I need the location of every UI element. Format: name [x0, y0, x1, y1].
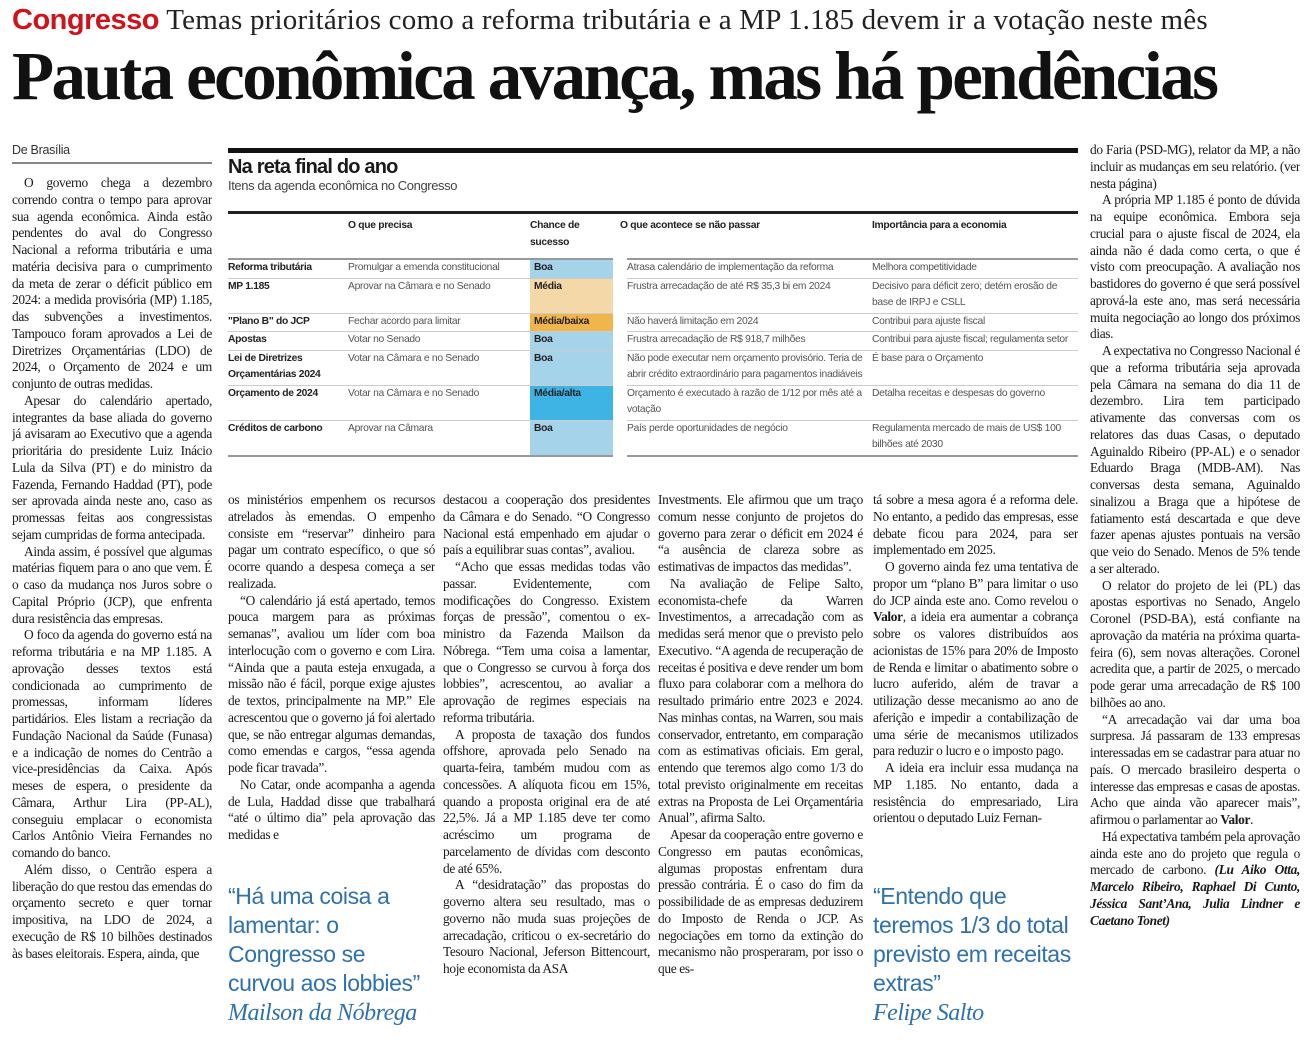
cell-importance: Decisivo para déficit zero; detém erosão de base de IRPJ e CSLL	[872, 278, 1078, 313]
cell-ifnot: Atrasa calendário de implementação da reforma	[620, 259, 872, 278]
cell-need: Aprovar na Câmara	[348, 420, 530, 456]
article-column-5	[873, 492, 1078, 864]
paragraph-text: os ministérios empenhem os recursos atrelados às emendas. O empenho consiste em “reservar” dinheiro para pagar um contrato específico, o que só ocorre quando a despesa começa a ser realizada.	[228, 492, 435, 591]
paragraph-text: Apesar do calendário apertado, integrantes da base aliada do governo já avisaram ao Executivo que a agenda prioritária do presidente Luiz Inácio Lula da Silva (PT) e do ministro da Fazenda, Fernando Haddad (PT), pode ser aprovada ainda neste ano, caso as promessas feitas aos congressistas sejam cumpridas de forma antecipada.	[12, 392, 212, 542]
table-row	[228, 259, 1078, 278]
infobox-title: Na reta final do ano	[228, 156, 398, 178]
paragraph-text: A “desidratação” das propostas do governo altera seu resultado, mas o governo não muda suas projeções de arrecadação, criticou o ex-secretário do Tesouro Nacional, Jeferson Bittencourt, hoje economista da ASA	[443, 877, 650, 976]
paragraph-text: A proposta de taxação dos fundos offshore, aprovada pelo Senado na quarta-feira, também mudou com as concessões. A alíquota ficou em 15%, quando a proposta original era de até 22,5%. Já a MP 1.185 deve ter como acréscimo um programa de parcelamento de dívidas com desconto de até 65%.	[443, 726, 650, 876]
section-label: Congresso	[12, 4, 159, 36]
kicker-text: Temas prioritários como a reforma tributária e a MP 1.185 devem ir a votação neste mês	[166, 4, 1208, 36]
article-column-6	[1090, 142, 1300, 1032]
paragraph-text: A ideia era incluir essa mudança na MP 1.185. No entanto, dada a resistência do empresariado, Lira orientou o deputado Luiz Fernan-	[873, 760, 1078, 826]
header-chance: Chance de sucesso	[530, 213, 620, 260]
cell-chance: Média/baixa	[530, 313, 620, 332]
paragraph-text: No Catar, onde acompanha a agenda de Lula, Haddad disse que trabalhará “até o último dia” pela aprovação das medidas e	[228, 776, 435, 842]
cell-item: MP 1.185	[228, 278, 348, 313]
cell-need: Aprovar na Câmara e no Senado	[348, 278, 530, 313]
paragraph-text: O foco da agenda do governo está na reforma tributária e na MP 1.185. A aprovação desses textos está condicionada ao cumprimento de promessas, informam líderes partidários. Eles listam a recriação da Fundação Nacional da Saúde (Funasa) e a indicação de nomes do Centrão a vice-presidências da Caixa. Após meses de espera, o presidente da Câmara, Arthur Lira (PP-AL), conseguiu emplacar o economista Carlos Antônio Vieira Fernandes no comando do banco.	[12, 627, 212, 860]
paragraph-text: Apesar da cooperação entre governo e Congresso em pautas econômicas, algumas propostas enfrentam dura pressão contrária. É o caso do fim da possibilidade de as empresas deduzirem do Imposto de Renda o JCP. As negociações em torno da extinção do mecanismo não prosperaram, por isso o que es-	[658, 827, 863, 976]
emphasis-text: (Lu Aiko Otta, Marcelo Ribeiro, Raphael Di Cunto, Jéssica Sant’Ana, Julia Lindner e Caetano Tonet)	[1090, 862, 1300, 928]
table-row	[228, 278, 1078, 313]
table-row	[228, 385, 1078, 420]
cell-ifnot: Orçamento é executado à razão de 1/12 por mês até a votação	[620, 385, 872, 420]
paragraph	[1090, 343, 1300, 578]
cell-ifnot: Não haverá limitação em 2024	[620, 313, 872, 332]
cell-item: Reforma tributária	[228, 259, 348, 278]
paragraph	[12, 627, 212, 862]
paragraph-text: , a ideia era aumentar a cobrança sobre os valores distribuídos aos acionistas de 15% para 20% de Imposto de Renda e limitar o abatimento sobre o lucro auferido, além de travar a utilização desse mecanismo ao ano de aferição e impedir a contabilização de uma série de mecanismos utilizados para reduzir o lucro e o imposto pago.	[873, 609, 1078, 759]
emphasis-text: Valor	[1220, 812, 1251, 827]
paragraph	[443, 492, 650, 559]
paragraph-text: tá sobre a mesa agora é a reforma dele. No entanto, a pedido das empresas, esse debate ficou para 2024, para ser implementado em 2025.	[873, 492, 1078, 558]
paragraph-text: do Faria (PSD-MG), relator da MP, a não incluir as mudanças em seu relatório. (ver nesta página)	[1090, 142, 1300, 191]
article-column-3	[443, 492, 650, 1032]
table-row	[228, 420, 1078, 456]
paragraph	[12, 862, 212, 963]
paragraph-text: “A arrecadação vai dar uma boa surpresa. Já passaram de 133 empresas interessadas em se cadastrar para atuar no país. O mercado brasileiro desperta o interesse das empresas e casas de apostas. Acho que ainda vão aparecer mais”, afirmou o parlamentar ao	[1090, 711, 1300, 827]
cell-ifnot: Não pode executar nem orçamento provisório. Teria de abrir crédito extraordinário para pagamentos inadiáveis	[620, 350, 872, 385]
paragraph	[12, 175, 212, 393]
pull-quote-author: Felipe Salto	[873, 1000, 984, 1026]
paragraph	[873, 492, 1078, 559]
paragraph-text: Investments. Ele afirmou que um traço comum nesse conjunto de projetos do governo para zerar o déficit em 2024 é “a ausência de clareza sobre as estimativas de impactos das medidas”.	[658, 492, 863, 574]
table-row	[228, 313, 1078, 332]
cell-importance: Detalha receitas e despesas do governo	[872, 385, 1078, 420]
pull-quote-text: “Entendo que teremos 1/3 do total previsto em receitas extras”	[873, 883, 1071, 996]
cell-importance: Contribui para ajuste fiscal; regulamenta setor	[872, 332, 1078, 351]
paragraph-text: Além disso, o Centrão espera a liberação do que restou das emendas do orçamento secreto e quer tornar impositiva, na LDO de 2024, a execução de R$ 10 bilhões destinados às bases eleitorais. Espera, ainda, que	[12, 861, 212, 961]
cell-need: Fechar acordo para limitar	[348, 313, 530, 332]
article-column-1	[12, 175, 212, 1031]
cell-chance: Boa	[530, 420, 620, 456]
header-item	[228, 213, 348, 260]
paragraph	[443, 727, 650, 878]
paragraph	[228, 593, 435, 777]
byline: De Brasília	[12, 143, 212, 164]
pull-quote-salto	[873, 882, 1079, 1028]
cell-importance: Contribui para ajuste fiscal	[872, 313, 1078, 332]
paragraph	[658, 827, 863, 978]
cell-importance: É base para o Orçamento	[872, 350, 1078, 385]
cell-importance: Melhora competitividade	[872, 259, 1078, 278]
paragraph	[12, 393, 212, 544]
cell-chance: Boa	[530, 332, 620, 351]
paragraph	[1090, 829, 1300, 930]
paragraph-text: “O calendário já está apertado, temos pouca margem para as próximas semanas”, avaliou um líder com boa interlocução com o governo e com Lira. “Ainda que a pauta esteja enxugada, a missão não é fácil, porque exige ajustes de textos, principalmente na MP.” Ele acrescentou que o governo já foi alertado que, se não entregar algumas demandas, como emendas e cargos, “essa agenda pode ficar travada”.	[228, 592, 435, 775]
header-ifnot: O que acontece se não passar	[620, 213, 872, 260]
cell-chance: Média	[530, 278, 620, 313]
cell-ifnot: Frustra arrecadação de até R$ 35,3 bi em 2024	[620, 278, 872, 313]
cell-chance: Boa	[530, 259, 620, 278]
table-row	[228, 332, 1078, 351]
headline: Pauta econômica avança, mas há pendências	[12, 38, 1217, 114]
cell-item: Orçamento de 2024	[228, 385, 348, 420]
paragraph-text: “Acho que essas medidas todas vão passar. Evidentemente, com modificações do Congresso. Existem forças de pressão”, comentou o ex-ministro da Fazenda Mailson da Nóbrega. “Tem uma coisa a lamentar, que o Congresso se curvou à força dos lobbies”, acrescentou, ao avaliar a aprovação de regimes especiais na reforma tributária.	[443, 559, 650, 725]
pull-quote-text: “Há uma coisa a lamentar: o Congresso se curvou aos lobbies”	[228, 883, 420, 996]
cell-need: Promulgar a emenda constitucional	[348, 259, 530, 278]
paragraph	[658, 492, 863, 576]
paragraph-text: O governo ainda fez uma tentativa de propor um “plano B” para limitar o uso do JCP ainda este ano. Como revelou o	[873, 559, 1078, 608]
paragraph-text: O relator do projeto de lei (PL) das apostas esportivas no Senado, Angelo Coronel (PSD-BA), está confiante na aprovação da matéria na próxima quarta-feira (6), sem novas alterações. Coronel acredita que, a partir de 2025, o mercado pode gerar uma arrecadação de R$ 100 bilhões ao ano.	[1090, 577, 1300, 710]
paragraph-text: destacou a cooperação dos presidentes da Câmara e do Senado. “O Congresso Nacional está empenhado em ajudar o país a equilibrar suas contas”, avaliou.	[443, 492, 650, 558]
agenda-table	[228, 211, 1078, 457]
header-need: O que precisa	[348, 213, 530, 260]
cell-ifnot: País perde oportunidades de negócio	[620, 420, 872, 456]
cell-chance: Boa	[530, 350, 620, 385]
header-importance: Importância para a economia	[872, 213, 1078, 260]
table-row	[228, 350, 1078, 385]
article-kicker	[12, 2, 1208, 38]
cell-need: Votar na Câmara e no Senado	[348, 350, 530, 385]
paragraph	[1090, 712, 1300, 829]
paragraph	[228, 492, 435, 593]
cell-importance: Regulamenta mercado de mais de US$ 100 bilhões até 2030	[872, 420, 1078, 456]
paragraph-text: .	[1250, 812, 1254, 827]
table-header-row	[228, 213, 1078, 260]
cell-need: Votar no Senado	[348, 332, 530, 351]
paragraph	[658, 576, 863, 827]
cell-ifnot: Frustra arrecadação de R$ 918,7 milhões	[620, 332, 872, 351]
cell-item: "Plano B" do JCP	[228, 313, 348, 332]
paragraph	[12, 544, 212, 628]
paragraph-text: Ainda assim, é possível que algumas matérias fiquem para o ano que vem. É o caso da mudança nos Juros sobre o Capital Próprio (JCP), que enfrenta dura resistência das empresas.	[12, 543, 212, 626]
article-column-2	[228, 492, 435, 864]
paragraph-text: Há expectativa também pela aprovação ainda este ano do projeto que regula o mercado de carbono.	[1090, 828, 1300, 878]
paragraph	[1090, 142, 1300, 192]
paragraph	[873, 760, 1078, 827]
paragraph-text: A própria MP 1.185 é ponto de dúvida na equipe econômica. Embora seja crucial para o ajuste fiscal de 2024, ela ainda não é dada como certa, o que é visto com preocupação. A avaliação nos bastidores do governo é que será possível aprová-la este ano, mas será necessária muita negociação ao longo dos próximos dias.	[1090, 192, 1300, 342]
cell-item: Créditos de carbono	[228, 420, 348, 456]
paragraph	[1090, 578, 1300, 712]
cell-item: Lei de Diretrizes Orçamentárias 2024	[228, 350, 348, 385]
article-column-4	[658, 492, 863, 1032]
cell-item: Apostas	[228, 332, 348, 351]
cell-need: Votar na Câmara e no Senado	[348, 385, 530, 420]
paragraph-text: O governo chega a dezembro correndo contra o tempo para aprovar sua agenda econômica. Ainda estão pendentes do aval do Congresso Nacional a reforma tributária e uma matéria decisiva para o cumprimento da meta de zerar o déficit público em 2024: a medida provisória (MP) 1.185, das subvenções a investimentos. Tampouco foram aprovados a Lei de Diretrizes Orçamentárias (LDO) de 2024, o Orçamento de 2024 e um conjunto de outras medidas.	[12, 175, 212, 391]
paragraph-text: Na avaliação de Felipe Salto, economista-chefe da Warren Investimentos, a arrecadação com as medidas será menor que o previsto pelo Executivo. “A agenda de recuperação de receitas é positiva e deve render um bom fluxo para colaborar com a melhora do resultado primário entre 2023 e 2024. Nas minhas contas, na Warren, sou mais conservador, entretanto, em comparação com as estimativas oficiais. Em geral, entendo que teremos algo como 1/3 do total previsto originalmente em receitas extras na Proposta de Lei Orçamentária Anual”, afirma Salto.	[658, 575, 863, 826]
pull-quote-author: Mailson da Nóbrega	[228, 1000, 417, 1026]
emphasis-text: Valor	[873, 609, 903, 625]
infobox-subtitle: Itens da agenda econômica no Congresso	[228, 178, 458, 193]
paragraph	[228, 777, 435, 844]
infobox	[228, 148, 1078, 457]
pull-quote-nobrega	[228, 882, 434, 1028]
cell-chance: Média/alta	[530, 385, 620, 420]
paragraph	[1090, 192, 1300, 343]
paragraph	[443, 559, 650, 727]
paragraph	[443, 877, 650, 978]
paragraph-text: A expectativa no Congresso Nacional é que a reforma tributária seja aprovada pela Câmara na semana do dia 11 de dezembro. Lira tem participado ativamente das conversas com os relatores das duas Casas, o deputado Aguinaldo Ribeiro (PP-AL) e o senador Eduardo Braga (MDB-AM). Nas conversas desta semana, Aguinaldo sinalizou a Braga que a hipótese de fatiamento está descartada e que deve fazer apenas ajustes pontuais na versão que veio do Senado. Menos de 5% tende a ser alterado.	[1090, 343, 1300, 576]
paragraph	[873, 559, 1078, 760]
